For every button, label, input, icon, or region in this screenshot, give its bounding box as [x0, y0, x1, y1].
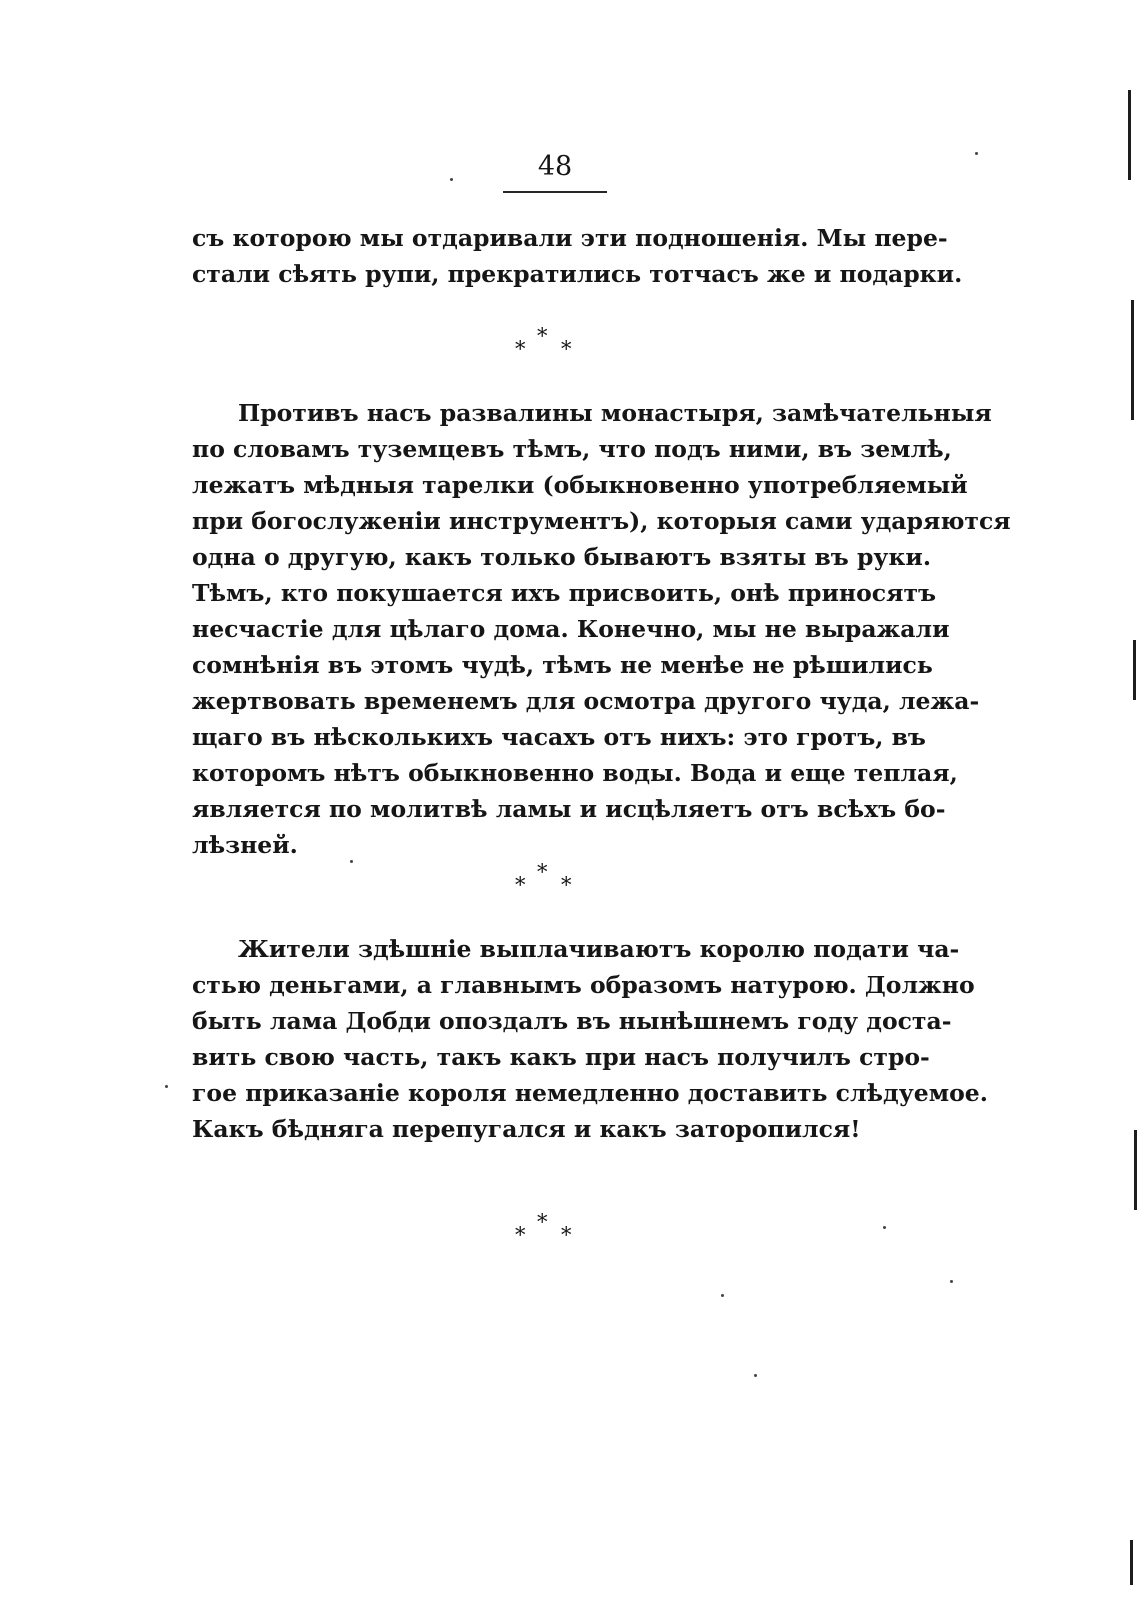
scan-edge-mark — [1133, 640, 1136, 700]
text-line: при богослуженіи инструментъ), которыя сами ударяются — [192, 507, 1011, 535]
text-line: жертвовать временемъ для осмотра другого чуда, лежа- — [192, 687, 980, 715]
section-asterism — [515, 1212, 595, 1246]
section-asterism — [515, 326, 595, 360]
text-line: съ которою мы отдаривали эти подношенія. Мы пере- — [192, 224, 948, 252]
asterisk: * — [561, 337, 572, 361]
asterisk: * — [537, 1210, 548, 1234]
scan-speck — [754, 1374, 757, 1377]
text-line: Противъ насъ развалины монастыря, замѣчательныя — [238, 399, 992, 427]
scan-speck — [165, 1085, 168, 1088]
scan-speck — [883, 1226, 886, 1229]
text-line: является по молитвѣ ламы и исцѣляетъ отъ всѣхъ бо- — [192, 795, 946, 823]
scan-edge-mark — [1131, 300, 1134, 420]
text-line: несчастіе для цѣлаго дома. Конечно, мы не выражали — [192, 615, 950, 643]
text-line: стью деньгами, а главнымъ образомъ натурою. Должно — [192, 971, 975, 999]
asterisk: * — [561, 873, 572, 897]
asterisk: * — [537, 860, 548, 884]
text-line: лежатъ мѣдныя тарелки (обыкновенно употребляемый — [192, 471, 968, 499]
scan-edge-mark — [1128, 90, 1131, 180]
text-line: Жители здѣшніе выплачиваютъ королю подати ча- — [238, 935, 960, 963]
text-line: щаго въ нѣсколькихъ часахъ отъ нихъ: это гротъ, въ — [192, 723, 926, 751]
text-line: одна о другую, какъ только бываютъ взяты въ руки. — [192, 543, 932, 571]
text-line: стали сѣять рупи, прекратились тотчасъ же и подарки. — [192, 260, 963, 288]
scan-speck — [975, 152, 978, 155]
scan-speck — [721, 1294, 724, 1297]
scan-speck — [450, 178, 453, 181]
scan-speck — [950, 1280, 953, 1283]
text-line: по словамъ туземцевъ тѣмъ, что подъ ними, въ землѣ, — [192, 435, 952, 463]
scan-speck — [350, 860, 353, 863]
text-line: которомъ нѣтъ обыкновенно воды. Вода и еще теплая, — [192, 759, 958, 787]
asterisk: * — [537, 324, 548, 348]
text-line: быть лама Добди опоздалъ въ нынѣшнемъ году доста- — [192, 1007, 952, 1035]
asterisk: * — [561, 1223, 572, 1247]
text-line: лѣзней. — [192, 831, 298, 859]
asterisk: * — [515, 337, 526, 361]
page-number: 48 — [537, 151, 573, 182]
text-line: Тѣмъ, кто покушается ихъ присвоить, онѣ приносятъ — [192, 579, 937, 607]
text-line: Какъ бѣдняга перепугался и какъ заторопился! — [192, 1115, 861, 1143]
text-line: сомнѣнія въ этомъ чудѣ, тѣмъ не менѣе не рѣшились — [192, 651, 933, 679]
text-line: вить свою часть, такъ какъ при насъ получилъ стро- — [192, 1043, 930, 1071]
section-asterism — [515, 862, 595, 896]
asterisk: * — [515, 1223, 526, 1247]
scan-edge-mark — [1130, 1540, 1133, 1585]
page-number-rule — [503, 191, 607, 193]
text-line: гое приказаніе короля немедленно доставить слѣдуемое. — [192, 1079, 988, 1107]
scan-edge-mark — [1134, 1130, 1137, 1210]
asterisk: * — [515, 873, 526, 897]
